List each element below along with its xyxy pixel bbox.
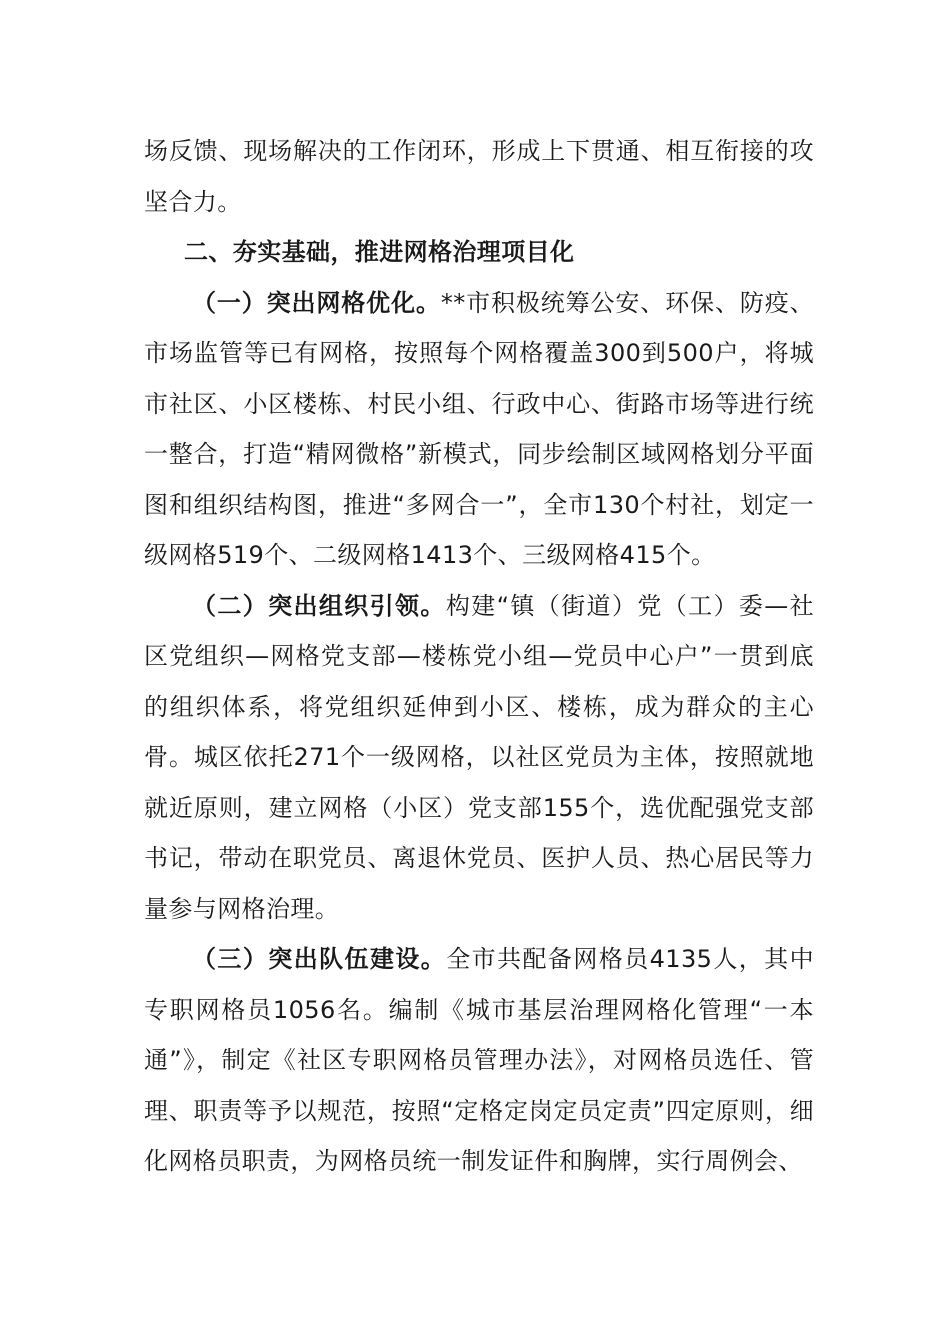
paragraph-item-2	[144, 581, 814, 935]
item-3-body: 全市共配备网格员4135人，其中专职网格员1056名。编制《城市基层治理网格化管理“一本通”》，制定《社区专职网格员管理办法》，对网格员选任、管理、职责等予以规范，按照“定格定岗定员定责”四定原则，细化网格员职责，为网格员统一制发证件和胸牌，实行周例会、	[144, 945, 814, 1175]
paragraph-item-1	[144, 278, 814, 581]
item-2-lead: （二）突出组织引领。	[192, 591, 446, 620]
item-3-lead: （三）突出队伍建设。	[192, 945, 447, 973]
section-heading-text: 二、夯实基础，推进网格治理项目化	[184, 238, 575, 266]
item-2-body: 构建“镇（街道）党（工）委—社区党组织—网格党支部—楼栋党小组—党员中心户”一贯到底的组织体系，将党组织延伸到小区、楼栋，成为群众的主心骨。城区依托271个一级网格，以社区党员为主体，按照就地就近原则，建立网格（小区）党支部155个，选优配强党支部书记，带动在职党员、离退休党员、医护人员、热心居民等力量参与网格治理。	[144, 591, 815, 923]
paragraph-item-3	[144, 934, 814, 1187]
document-body	[144, 126, 814, 1187]
paragraph-continuation-text: 场反馈、现场解决的工作闭环，形成上下贯通、相互衔接的攻坚合力。	[144, 137, 814, 216]
item-1-lead: （一）突出网格优化。	[192, 288, 441, 317]
paragraph-continuation	[144, 126, 814, 227]
item-1-body: **市积极统筹公安、环保、防疫、市场监管等已有网格，按照每个网格覆盖300到500户，将城市社区、小区楼栋、村民小组、行政中心、街路市场等进行统一整合，打造“精网微格”新模式，同步绘制区域网格划分平面图和组织结构图，推进“多网合一”，全市130个村社，划定一级网格519个、二级网格1413个、三级网格415个。	[144, 288, 815, 569]
section-heading	[144, 227, 814, 278]
